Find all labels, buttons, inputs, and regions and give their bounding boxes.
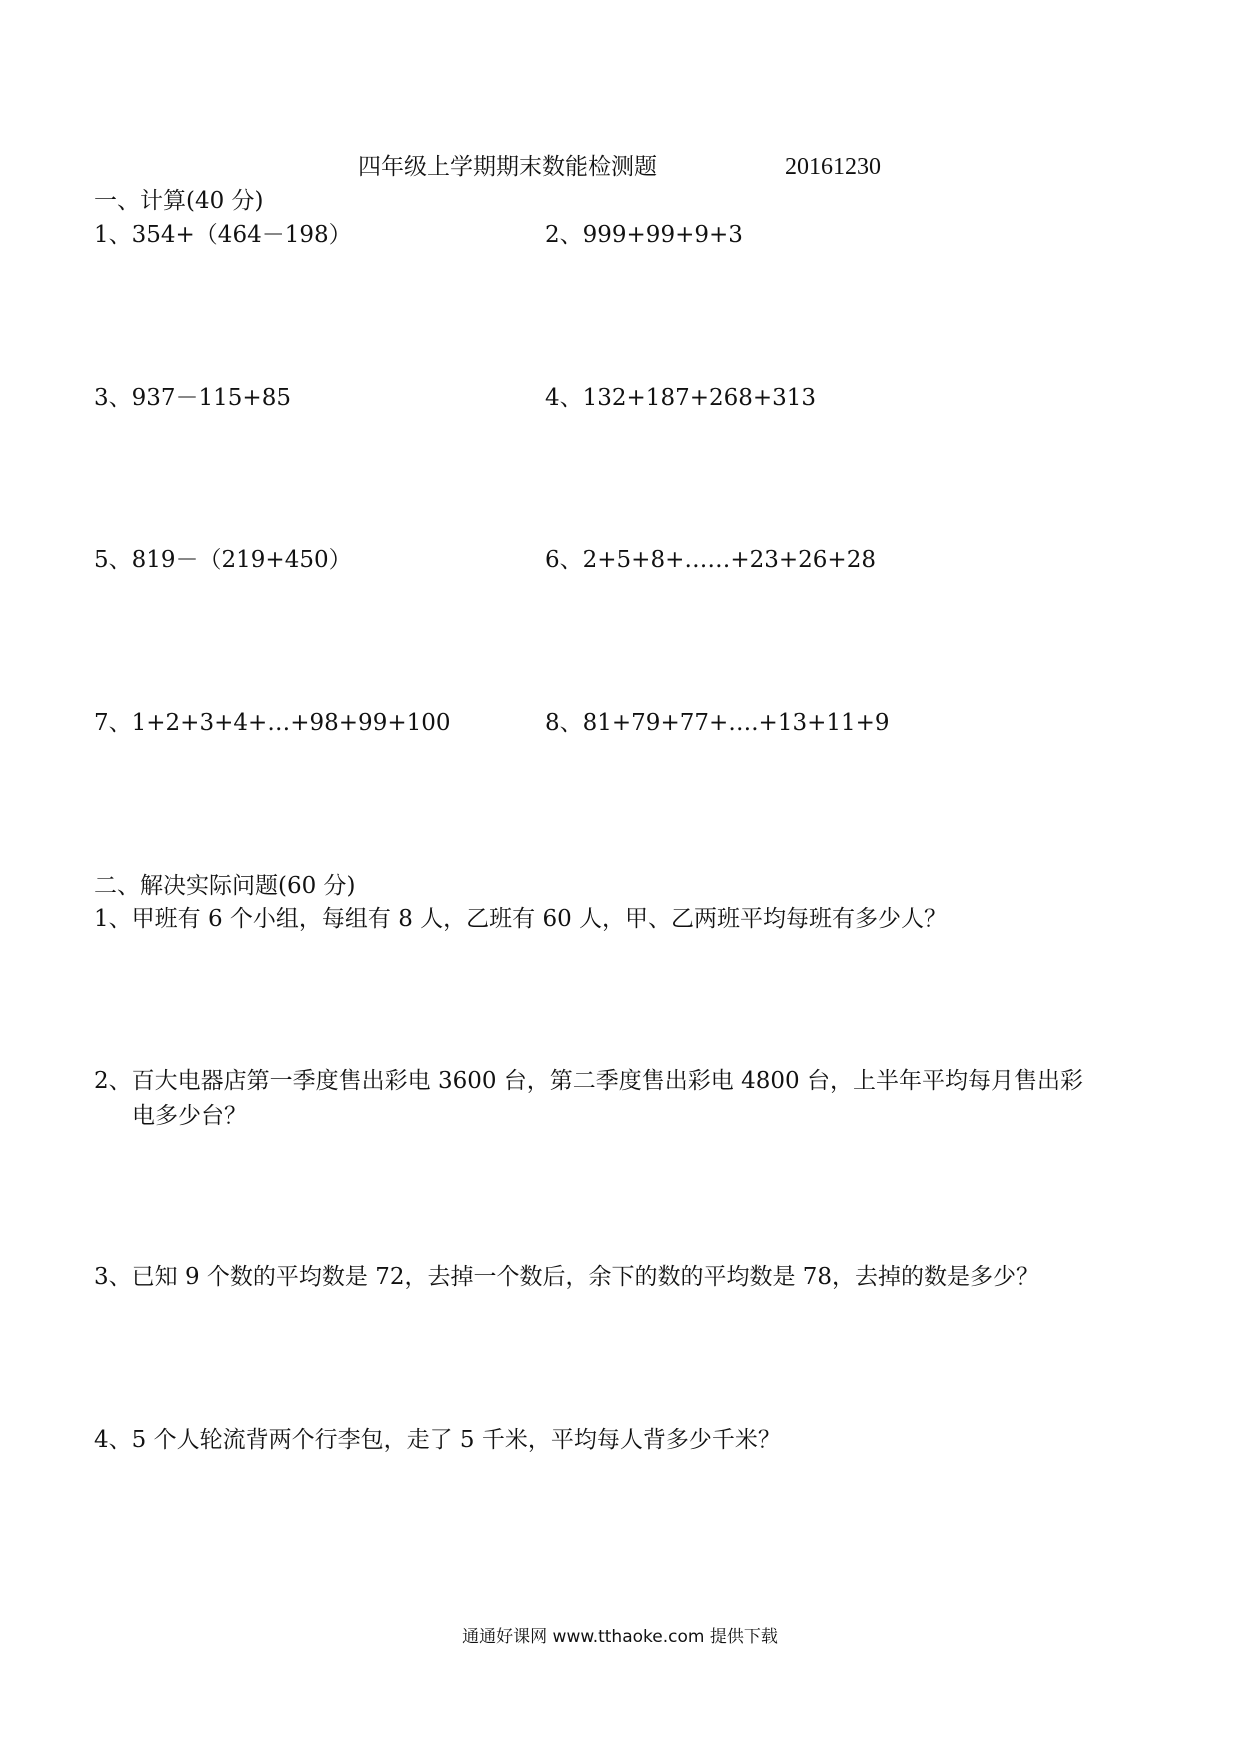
word-problem-3: 3、已知 9 个数的平均数是 72，去掉一个数后，余下的数的平均数是 78，去掉的数是多少？: [94, 1264, 1040, 1290]
section-heading-word-problems: 二、解决实际问题(60 分): [94, 873, 356, 899]
word-problem-4: 4、5 个人轮流背两个行李包，走了 5 千米，平均每人背多少千米？: [94, 1427, 781, 1453]
calc-item-3: 3、937－115+85: [94, 385, 291, 411]
footer-credit: 通通好课网 www.tthaoke.com 提供下载: [462, 1627, 778, 1647]
section-heading-calculation: 一、计算(40 分): [94, 188, 264, 214]
calc-item-7: 7、1+2+3+4+…+98+99+100: [94, 710, 451, 736]
calc-item-8: 8、81+79+77+….+13+11+9: [545, 710, 890, 736]
calc-item-4: 4、132+187+268+313: [545, 385, 817, 411]
word-problem-2-line-1: 2、百大电器店第一季度售出彩电 3600 台，第二季度售出彩电 4800 台，上半年平均每月售出彩: [94, 1068, 1083, 1094]
page-title: 四年级上学期期末数能检测题: [358, 154, 657, 180]
word-problem-2-line-2: 电多少台？: [132, 1103, 247, 1129]
calc-item-5: 5、819－（219+450）: [94, 547, 352, 573]
calc-item-2: 2、999+99+9+3: [545, 222, 743, 248]
test-date: 20161230: [785, 154, 881, 180]
word-problem-1: 1、甲班有 6 个小组，每组有 8 人，乙班有 60 人，甲、乙两班平均每班有多少人？: [94, 906, 948, 932]
calc-item-1: 1、354+（464－198）: [94, 222, 352, 248]
calc-item-6: 6、2+5+8+……+23+26+28: [545, 547, 876, 573]
